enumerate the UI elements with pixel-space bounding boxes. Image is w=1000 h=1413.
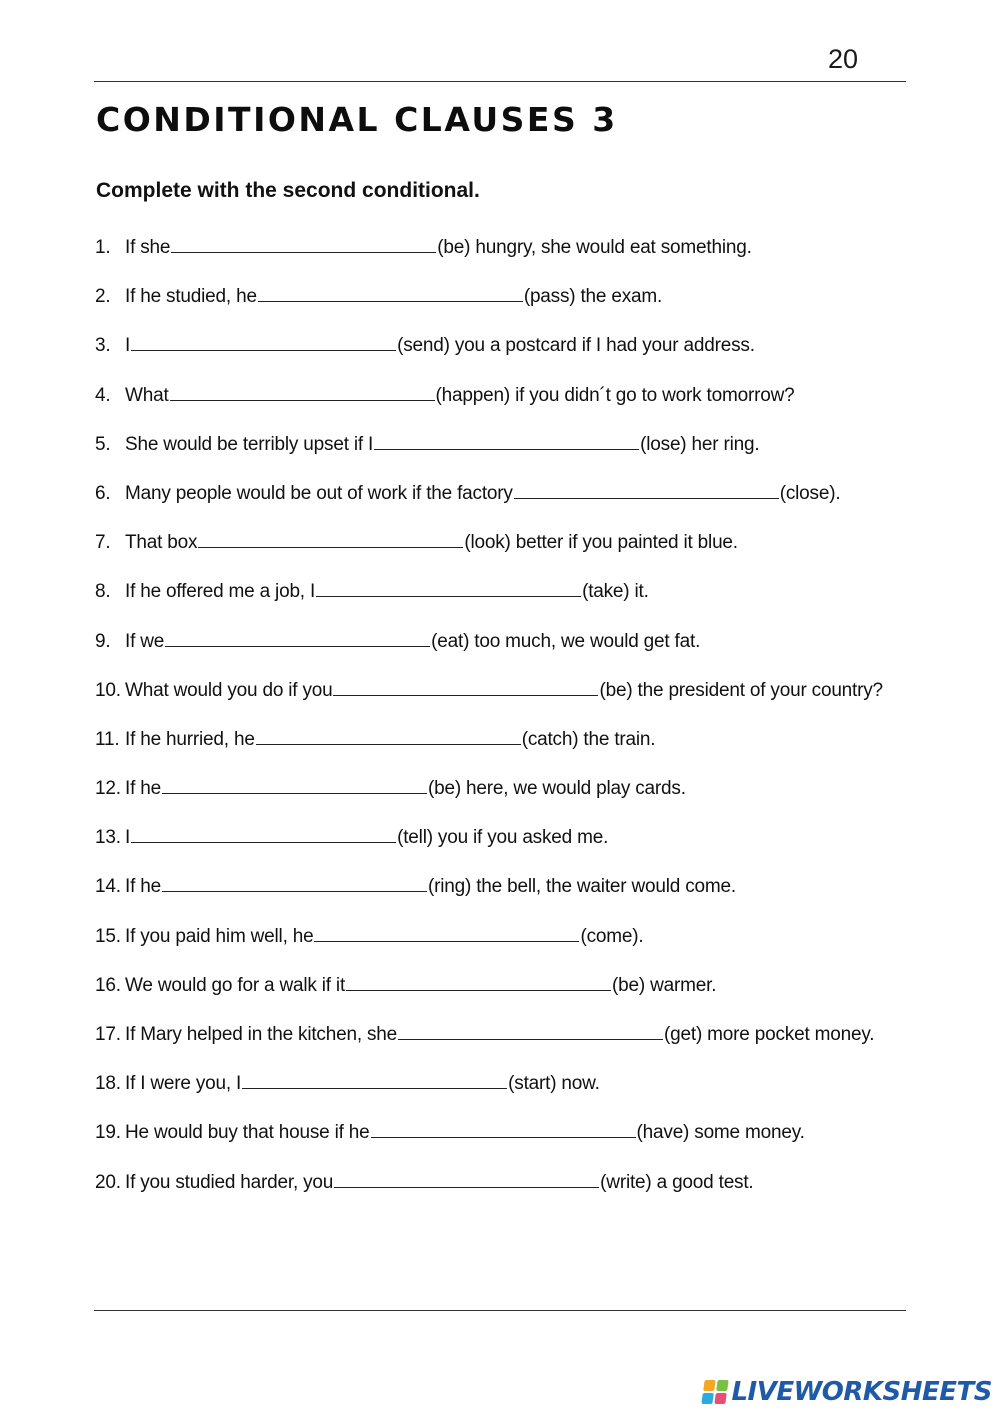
answer-blank[interactable]	[131, 822, 396, 843]
exercise-item	[95, 773, 915, 822]
exercise-item	[95, 871, 915, 920]
exercise-number: 20.	[95, 1171, 121, 1193]
exercise-text-before: That box	[125, 532, 198, 554]
exercise-item	[95, 576, 915, 625]
exercise-number: 6.	[95, 482, 111, 504]
exercise-number: 14.	[95, 876, 121, 898]
exercise-text-after: (be) the president of your country?	[599, 679, 883, 701]
exercise-text-after: (tell) you if you asked me.	[397, 827, 609, 849]
answer-blank[interactable]	[242, 1068, 507, 1089]
exercise-text-after: (happen) if you didn´t go to work tomorrow?	[435, 384, 795, 406]
exercise-item	[95, 478, 915, 527]
exercise-number: 17.	[95, 1024, 121, 1045]
exercise-text-after: (be) warmer.	[612, 974, 717, 996]
exercise-number: 16.	[95, 974, 121, 996]
exercise-text-before: If you paid him well, he	[125, 925, 314, 947]
exercise-item	[95, 724, 915, 773]
exercise-text-after: (send) you a postcard if I had your address.	[397, 335, 755, 357]
liveworksheets-logo-icon	[702, 1380, 729, 1404]
answer-blank[interactable]	[165, 626, 430, 647]
logo-square	[715, 1393, 728, 1404]
exercise-text-before: If we	[125, 630, 165, 652]
answer-blank[interactable]	[170, 380, 435, 401]
exercise-item	[95, 675, 915, 724]
exercise-item	[95, 626, 915, 675]
exercise-item	[95, 1019, 915, 1068]
exercise-number: 4.	[95, 384, 111, 406]
footer-divider	[94, 1310, 906, 1311]
answer-blank[interactable]	[514, 478, 779, 499]
brand-footer	[703, 1377, 992, 1407]
answer-blank[interactable]	[171, 232, 436, 253]
logo-square	[704, 1380, 717, 1391]
answer-blank[interactable]	[371, 1117, 636, 1138]
exercise-text-before: If she	[125, 237, 171, 258]
brand-name: LIVEWORKSHEETS	[731, 1377, 992, 1407]
answer-blank[interactable]	[131, 330, 396, 351]
answer-blank[interactable]	[256, 724, 521, 745]
exercise-text-before: Many people would be out of work if the factory	[125, 482, 513, 504]
exercise-text-after: (start) now.	[508, 1073, 600, 1095]
exercise-number: 5.	[95, 433, 111, 455]
answer-blank[interactable]	[316, 576, 581, 597]
worksheet-title: CONDITIONAL CLAUSES 3	[96, 100, 618, 139]
exercise-text-after: (be) here, we would play cards.	[427, 778, 686, 800]
answer-blank[interactable]	[162, 773, 427, 794]
exercise-text-after: (have) some money.	[636, 1122, 805, 1144]
exercise-text-after: (look) better if you painted it blue.	[464, 532, 738, 554]
exercise-number: 13.	[95, 827, 121, 849]
answer-blank[interactable]	[333, 675, 598, 696]
exercise-number: 19.	[95, 1122, 121, 1144]
exercise-text-after: (lose) her ring.	[640, 433, 760, 455]
exercise-item	[95, 232, 915, 281]
exercise-item	[95, 380, 915, 429]
exercise-text-before: If I were you, I	[125, 1073, 242, 1095]
exercise-text-before: If you studied harder, you	[125, 1171, 334, 1193]
exercise-text-after: (come).	[580, 925, 644, 947]
exercise-number: 18.	[95, 1073, 121, 1095]
exercise-number: 11.	[95, 728, 120, 750]
exercise-item	[95, 1167, 915, 1216]
exercise-number: 1.	[95, 237, 111, 258]
exercise-text-after: (pass) the exam.	[523, 286, 663, 308]
answer-blank[interactable]	[198, 527, 463, 548]
answer-blank[interactable]	[398, 1019, 663, 1040]
exercise-text-before: If Mary helped in the kitchen, she	[125, 1024, 398, 1045]
exercise-text-before: If he hurried, he	[125, 728, 255, 750]
exercise-item	[95, 822, 915, 871]
exercise-text-before: If he studied, he	[125, 286, 257, 308]
instruction-text: Complete with the second conditional.	[96, 179, 480, 202]
answer-blank[interactable]	[346, 970, 611, 991]
exercise-text-before: We would go for a walk if it	[125, 974, 346, 996]
exercise-text-before: If he offered me a job, I	[125, 581, 316, 603]
exercise-text-before: I	[125, 827, 131, 849]
exercise-text-before: I	[125, 335, 131, 357]
answer-blank[interactable]	[374, 429, 639, 450]
answer-blank[interactable]	[162, 871, 427, 892]
answer-blank[interactable]	[334, 1167, 599, 1188]
exercise-text-after: (close).	[779, 482, 841, 504]
exercise-item	[95, 1117, 915, 1166]
exercise-text-after: (take) it.	[582, 581, 649, 603]
header-divider	[94, 81, 906, 82]
exercise-text-after: (ring) the bell, the waiter would come.	[427, 876, 736, 898]
exercise-item	[95, 281, 915, 330]
exercise-item	[95, 527, 915, 576]
exercise-text-before: He would buy that house if he	[125, 1122, 370, 1144]
exercise-number: 2.	[95, 286, 111, 308]
exercise-text-before: She would be terribly upset if I	[125, 433, 374, 455]
answer-blank[interactable]	[314, 921, 579, 942]
exercise-number: 10.	[95, 679, 121, 701]
exercise-text-after: (be) hungry, she would eat something.	[437, 237, 752, 258]
exercise-item	[95, 429, 915, 478]
exercise-number: 3.	[95, 335, 111, 357]
logo-square	[717, 1380, 730, 1391]
page-number: 20	[827, 44, 858, 74]
exercise-number: 7.	[95, 532, 111, 554]
exercise-item	[95, 330, 915, 379]
exercise-text-before: What	[125, 384, 169, 406]
exercise-list	[95, 232, 915, 1216]
exercise-text-after: (get) more pocket money.	[664, 1024, 875, 1045]
exercise-number: 12.	[95, 778, 121, 800]
exercise-text-before: What would you do if you	[125, 679, 333, 701]
exercise-item	[95, 1068, 915, 1117]
exercise-item	[95, 970, 915, 1019]
exercise-text-after: (write) a good test.	[600, 1171, 754, 1193]
exercise-text-before: If he	[125, 778, 161, 800]
exercise-text-after: (eat) too much, we would get fat.	[431, 630, 701, 652]
answer-blank[interactable]	[258, 281, 523, 302]
exercise-number: 9.	[95, 630, 111, 652]
exercise-number: 15.	[95, 925, 121, 947]
exercise-text-after: (catch) the train.	[521, 728, 656, 750]
exercise-text-before: If he	[125, 876, 161, 898]
exercise-item	[95, 921, 915, 970]
logo-square	[702, 1393, 715, 1404]
exercise-number: 8.	[95, 581, 111, 603]
